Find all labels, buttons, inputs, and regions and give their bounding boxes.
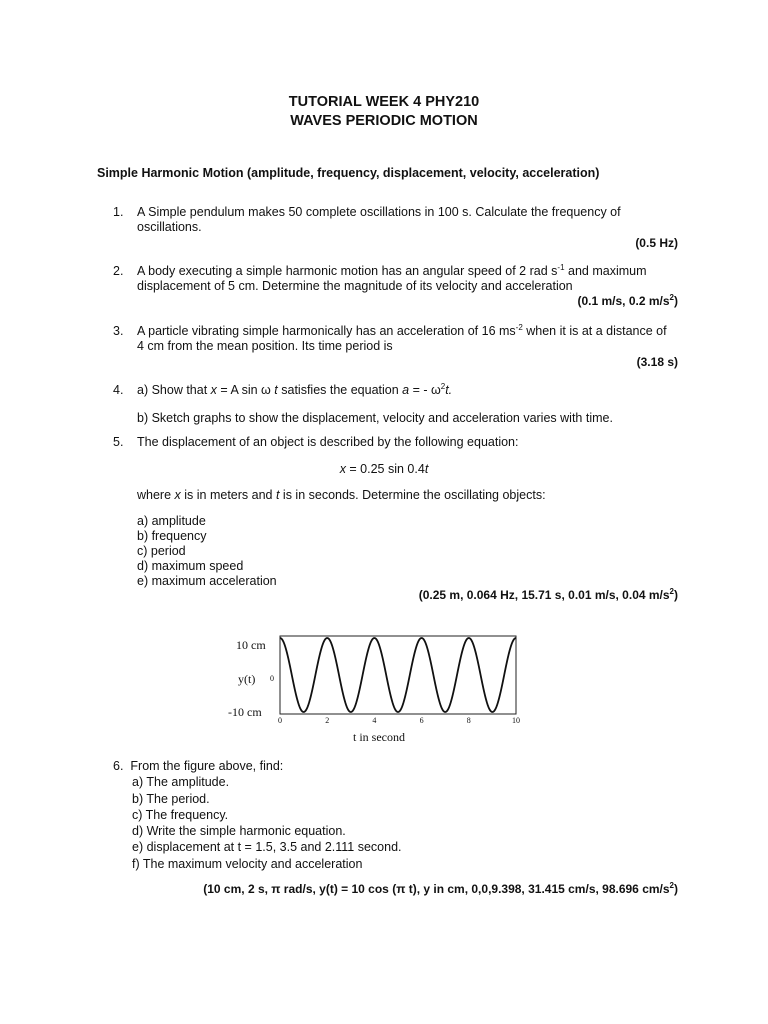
superscript: -1 <box>557 262 565 272</box>
answer-text: ) <box>674 882 678 896</box>
question-text: From the figure above, find: <box>130 759 284 773</box>
question-text: displacement of 5 cm. Determine the magnitude of its velocity and acceleration <box>137 279 573 293</box>
document-title: TUTORIAL WEEK 4 PHY210 <box>288 94 480 110</box>
question-text <box>137 488 546 503</box>
question-4 <box>113 383 683 426</box>
text-part: = A sin ω <box>216 383 275 397</box>
section-heading: Simple Harmonic Motion (amplitude, frequency, displacement, velocity, acceleration) <box>97 166 600 180</box>
list-item: c) period <box>137 544 186 558</box>
text-part: a) Show that <box>137 383 211 397</box>
text-part: t <box>275 488 280 502</box>
oscillation-graph <box>224 632 534 748</box>
question-number: 3. <box>113 324 124 338</box>
question-number: 6. <box>113 759 124 773</box>
text-part: t <box>424 462 429 476</box>
superscript: 2 <box>440 381 446 391</box>
question-5 <box>113 435 683 450</box>
text-part: a <box>402 383 410 397</box>
list-item: b) The period. <box>132 791 210 806</box>
question-4a <box>137 383 683 398</box>
x-tick-label: 2 <box>325 716 330 725</box>
question-text: 4 cm from the mean position. Its time period is <box>137 339 393 353</box>
superscript: 2 <box>669 587 674 596</box>
question-text <box>137 264 683 279</box>
y-zero-label: 0 <box>270 674 274 683</box>
text-part: = 0.25 sin 0.4 <box>345 462 425 476</box>
answer-text: (10 cm, 2 s, π rad/s, y(t) = 10 cos (π t), y in cm, 0,0,9.398, 31.415 cm/s, 98.696 cm/s <box>203 882 670 896</box>
text-part: = - ω <box>409 383 441 397</box>
x-tick-label: 6 <box>419 716 424 725</box>
question-number: 4. <box>113 383 124 397</box>
text-part: satisfies the equation <box>277 383 403 397</box>
x-tick-label: 8 <box>466 716 471 725</box>
text-part: and maximum <box>564 264 647 278</box>
text-part: is in meters and <box>180 488 276 502</box>
answer-text: ) <box>674 294 678 308</box>
question-5-list <box>137 514 277 589</box>
text-part: x <box>210 383 217 397</box>
y-axis-label: y(t) <box>238 672 256 686</box>
list-item: f) The maximum velocity and acceleration <box>132 856 363 871</box>
cosine-wave <box>280 638 516 712</box>
superscript: -2 <box>515 322 523 332</box>
text-part: x <box>339 462 346 476</box>
list-item: d) Write the simple harmonic equation. <box>132 824 346 839</box>
text-part: x <box>174 488 181 502</box>
x-tick-label: 10 <box>512 716 520 725</box>
superscript: 2 <box>669 881 674 890</box>
answer-5 <box>419 588 678 602</box>
text-part: A body executing a simple harmonic motion has an angular speed of 2 rad s <box>137 264 558 278</box>
list-item: d) maximum speed <box>137 559 244 573</box>
question-number: 5. <box>113 435 124 449</box>
list-item: a) The amplitude. <box>132 775 230 790</box>
question-text <box>137 324 683 339</box>
document-subtitle: WAVES PERIODIC MOTION <box>290 113 478 129</box>
y-top-label: 10 cm <box>236 638 266 652</box>
question-2 <box>113 264 683 294</box>
question-number: 2. <box>113 264 124 278</box>
answer-1: (0.5 Hz) <box>635 236 678 250</box>
text-part: where <box>137 488 175 502</box>
question-text: oscillations. <box>137 220 202 234</box>
answer-text: (0.1 m/s, 0.2 m/s <box>577 294 670 308</box>
x-tick-label: 4 <box>372 716 377 725</box>
list-item: a) amplitude <box>137 514 206 528</box>
question-1 <box>113 205 683 235</box>
question-text: The displacement of an object is described by the following equation: <box>137 435 519 449</box>
question-number: 1. <box>113 205 124 219</box>
x-tick-label: 0 <box>278 716 282 725</box>
answer-text: ) <box>674 588 678 602</box>
answer-3: (3.18 s) <box>636 355 678 369</box>
list-item: c) The frequency. <box>132 807 229 822</box>
text-part: t. <box>445 383 453 397</box>
superscript: 2 <box>669 293 674 302</box>
answer-text: (0.25 m, 0.064 Hz, 15.71 s, 0.01 m/s, 0.04 m/s <box>418 588 670 602</box>
question-6-intro <box>113 758 402 774</box>
text-part: t <box>274 383 278 397</box>
x-tick-labels <box>278 716 520 725</box>
y-bottom-label: -10 cm <box>228 705 262 719</box>
equation <box>0 462 768 476</box>
question-3 <box>113 324 683 354</box>
answer-6 <box>203 882 678 896</box>
question-6 <box>113 758 402 872</box>
text-part: is in seconds. Determine the oscillating objects: <box>279 488 546 502</box>
x-axis-label: t in second <box>353 730 405 744</box>
text-part: when it is at a distance of <box>522 324 667 338</box>
question-text: A Simple pendulum makes 50 complete oscillations in 100 s. Calculate the frequency of <box>137 205 621 219</box>
list-item: e) displacement at t = 1.5, 3.5 and 2.111 second. <box>132 840 402 855</box>
text-part: A particle vibrating simple harmonically has an acceleration of 16 ms <box>137 324 516 338</box>
list-item: e) maximum acceleration <box>137 574 277 588</box>
answer-2 <box>577 294 678 308</box>
question-4b: b) Sketch graphs to show the displacement, velocity and acceleration varies with time. <box>137 411 613 425</box>
list-item: b) frequency <box>137 529 207 543</box>
